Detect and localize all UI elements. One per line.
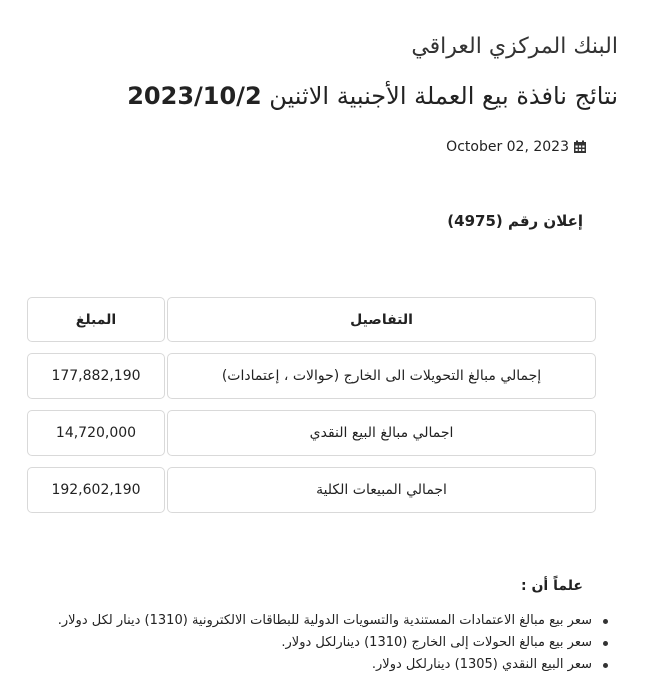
header-amount: المبلغ [27,297,165,342]
row-details: اجمالي المبيعات الكلية [167,467,596,513]
table-header-row [27,297,596,342]
calendar-icon [573,140,587,154]
table-row [27,353,596,399]
row-amount: 192,602,190 [27,467,165,513]
announcement-number: إعلان رقم (4975) [447,212,583,230]
list-item [12,634,592,651]
row-details: اجمالي مبالغ البيع النقدي [167,410,596,456]
table-row [27,467,596,513]
row-details: إجمالي مبالغ التحويلات الى الخارج (حوالات ، إعتمادات) [167,353,596,399]
post-date-text: October 02, 2023 [446,139,569,155]
list-item [12,612,592,629]
row-amount: 14,720,000 [27,410,165,456]
organization-title: البنك المركزي العراقي [411,34,618,59]
page-title-date: 2023/10/2 [127,82,262,110]
note-text: سعر بيع مبالغ الاعتمادات المستندية والتسويات الدولية للبطاقات الالكترونية (1310) دينار لكل دولار. [57,613,592,628]
notes-list [12,612,612,678]
bullet-icon [603,663,608,668]
post-date [446,139,587,155]
table-row [27,410,596,456]
notes-title: علماً أن : [520,578,583,594]
header-details: التفاصيل [167,297,596,342]
note-text: سعر البيع النقدي (1305) دينارلكل دولار. [371,657,592,672]
list-item [12,656,592,673]
note-text: سعر بيع مبالغ الحولات إلى الخارج (1310) دينارلكل دولار. [281,635,592,650]
bullet-icon [603,619,608,624]
page-title [127,82,618,110]
page-title-text: نتائج نافذة بيع العملة الأجنبية الاثنين [269,82,618,110]
bullet-icon [603,641,608,646]
row-amount: 177,882,190 [27,353,165,399]
